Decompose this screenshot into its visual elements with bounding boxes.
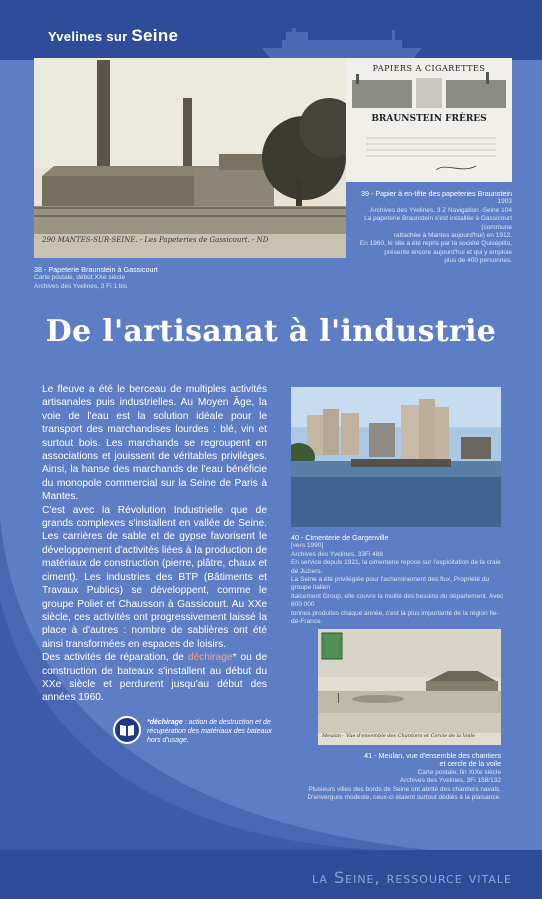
caption-39-line: présente encore aujourd'hui et qui y emploie <box>384 248 512 256</box>
meulan-postcard-image <box>318 629 501 745</box>
glossary-term-link: déchirage <box>187 652 233 664</box>
caption-38-line: Carte postale, début XXe siècle <box>34 274 126 282</box>
letterhead-title: PAPIERS A CIGARETTES <box>372 64 486 73</box>
caption-41-title-cont: et cercle de la voile <box>439 759 501 769</box>
caption-39-title: 39 - Papier à en-tête des papeteries Braunstein <box>360 189 512 198</box>
factory-postcard-image <box>34 58 346 258</box>
caption-39-line: plus de 400 personnes. <box>444 257 512 265</box>
book-icon <box>113 716 141 744</box>
caption-38-title: 38 - Papeterie Braunstein à Gassicourt <box>34 265 158 274</box>
caption-41-line: D'envergure modeste, ceux-ci étaient surtout dédiés à la plaisance. <box>307 794 501 802</box>
paragraph-2: C'est avec la Révolution Industrielle que de grands complexes s'installent en vallée de Seine. Les carrières de sable et de gypse favorisent le développement d'activités liées à la production de matériaux de construction (pierre, plâtre, chaux et ciment). Les industries des BTP (Bâtiments et Travaux Publics) se développent, comme le groupe Poliet et Chausson à Gassicourt. Au XXe siècle, ces activités ont progressivement laissé la place à d'autres : nombre de sablières ont été ainsi transformées en espaces de loisirs. <box>42 504 267 650</box>
caption-41-line: Plusieurs villes des bords de Seine ont abrité des chantiers navals. <box>308 785 501 793</box>
caption-41-line: Archives des Yvelines, 3Fi 158/132 <box>399 777 501 785</box>
footer-tagline: la Seine, ressource vitale <box>311 868 512 887</box>
caption-39-line: Archives des Yvelines, 3 Z Navigation -Seine 104 <box>370 206 512 214</box>
caption-41-title: 41 - Meulan, vue d'ensemble des chantiers <box>364 751 501 760</box>
caption-40-line: Archives des Yvelines, 33Fi 488 <box>291 550 384 558</box>
paragraph-1: Le fleuve a été le berceau de multiples activités artisanales puis industrielles. Au Moyen Âge, la voie de l'eau est la solution idéale pour le transport des marchandises lourdes : blé, vin et surtout bois. Les marchands se regroupent en associations et jouissent de véritables privilèges. Ainsi, la hanse des marchands de l'eau bénéficie du monopole commercial sur la Seine de Paris à Mantes. <box>42 384 267 503</box>
caption-39-line: En 1960, le site a été repris par la société Quiséplito, <box>359 240 512 248</box>
postcard-inscription: 290 MANTES-SUR-SEINE. - Les Papeteries de Gassicourt. - ND <box>42 236 269 244</box>
glossary-term: *déchirage <box>147 719 183 726</box>
caption-40-line: En service depuis 1921, la cimenterie repose sur l'exploitation de la craie de Juziers. <box>291 559 501 575</box>
caption-40-line: tonnes produites chaque année, c'est la plus importante de la région Ile-de-France. <box>291 609 499 626</box>
brand-main: Seine <box>131 26 179 45</box>
caption-39-line: La papeterie Braunstein s'est installée à Gassicourt (commune <box>364 215 512 231</box>
caption-41-line: Carte postale, fin XIXe siècle <box>417 768 501 776</box>
paragraph-3-end: * ou de construction de bateaux s'installent au début du XXe siècle et perdurent jusqu'au début des années 1960. <box>42 652 267 704</box>
caption-40-line: [vers 1990] <box>291 542 324 550</box>
caption-39-line: rattachée à Mantes aujourd'hui) en 1912. <box>393 232 512 240</box>
barge-silhouette-icon <box>262 28 432 60</box>
caption-39-line: 1903 <box>497 198 512 206</box>
photo-39-letterhead <box>346 58 512 182</box>
main-text <box>42 383 267 705</box>
caption-39 <box>346 190 512 266</box>
page-title: De l'artisanat à l'industrie <box>45 314 497 349</box>
letterhead-company: BRAUNSTEIN FRÈRES <box>371 114 487 124</box>
photo-38-papeterie <box>34 58 346 258</box>
paragraph-3 <box>42 651 267 705</box>
glossary-definition <box>147 718 277 745</box>
caption-40-line: Italcement Group, elle couvre la moitié des besoins du département. Avec 600 000 <box>291 592 504 609</box>
caption-40-line: La Seine a été privilégiée pour l'acheminement des flux. Propriété du groupe italien <box>291 576 490 592</box>
glossary-text: : action de destruction et de récupération des matériaux des bateaux hors d'usage. <box>147 719 272 744</box>
brand-logo <box>48 26 178 46</box>
photo-41-meulan <box>318 629 501 745</box>
caption-38-line: Archives des Yvelines, 3 Fi 1 bis <box>34 282 128 290</box>
book-glyph-icon <box>115 718 139 742</box>
caption-40-title: 40 - Cimenterie de Gargenville <box>291 533 389 542</box>
cement-plant-image <box>291 387 501 527</box>
caption-41 <box>300 752 501 802</box>
caption-38 <box>34 266 334 291</box>
photo-40-cimenterie <box>291 387 501 527</box>
paragraph-3-start: Des activités de réparation, de <box>42 652 188 664</box>
brand-prefix: Yvelines sur <box>48 29 128 44</box>
caption-40 <box>291 534 506 626</box>
postcard-inscription: Meulan - Vue d'ensemble des Chantiers et Cercle de la Voile <box>322 733 475 739</box>
